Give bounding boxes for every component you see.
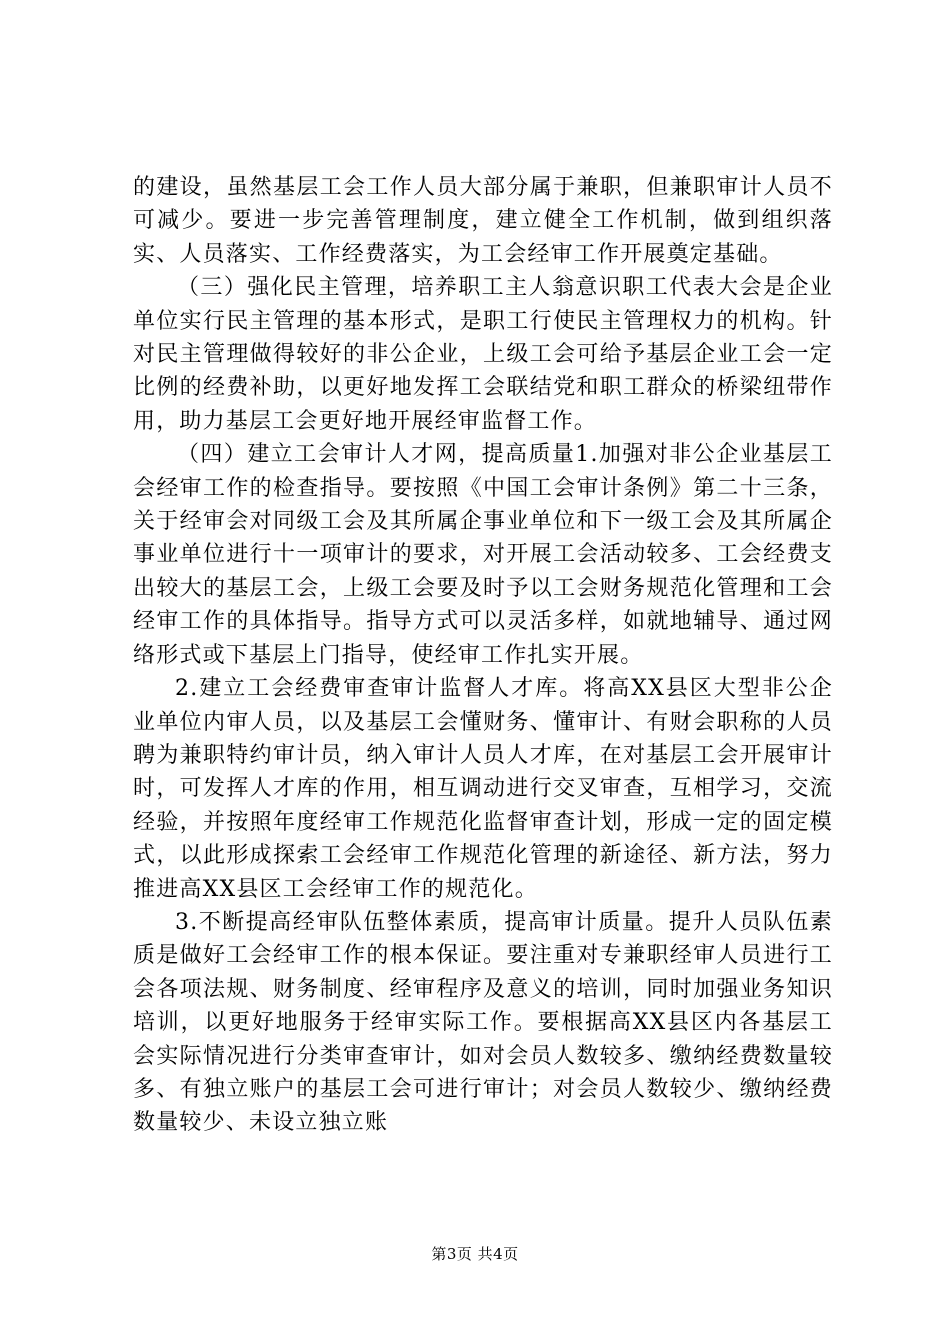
paragraph-section-3: （三）强化民主管理，培养职工主人翁意识职工代表大会是企业单位实行民主管理的基本形式，是职工行使民主管理权力的机构。针对民主管理做得较好的非公企业，上级工会可给予基层企业工会一定比例的经费补助，以更好地发挥工会联结党和职工群众的桥梁纽带作用，助力基层工会更好地开展经审监督工作。	[133, 275, 833, 434]
paragraph-section-4: （四）建立工会审计人才网，提高质量1.加强对非公企业基层工会经审工作的检查指导。要按照《中国工会审计条例》第二十三条，关于经审会对同级工会及其所属企事业单位和下一级工会及其所属企事业单位进行十一项审计的要求，对开展工会活动较多、工会经费支出较大的基层工会，上级工会要及时予以工会财务规范化管理和工会经审工作的具体指导。指导方式可以灵活多样，如就地辅导、通过网络形式或下基层上门指导，使经审工作扎实开展。	[133, 442, 833, 668]
page-footer	[0, 1244, 950, 1264]
document-body	[133, 171, 833, 1140]
paragraph-item-2: 2.建立工会经费审查审计监督人才库。将高XX县区大型非公企业单位内审人员，以及基层工会懂财务、懂审计、有财会职称的人员聘为兼职特约审计员，纳入审计人员人才库，在对基层工会开展审计时，可发挥人才库的作用，相互调动进行交叉审查，互相学习，交流经验，并按照年度经审工作规范化监督审查计划，形成一定的固定模式，以此形成探索工会经审工作规范化管理的新途径、新方法，努力推进高XX县区工会经审工作的规范化。	[133, 676, 833, 902]
paragraph-item-3: 3.不断提高经审队伍整体素质，提高审计质量。提升人员队伍素质是做好工会经审工作的根本保证。要注重对专兼职经审人员进行工会各项法规、财务制度、经审程序及意义的培训，同时加强业务知识培训，以更好地服务于经审实际工作。要根据高XX县区内各基层工会实际情况进行分类审查审计，如对会员人数较多、缴纳经费数量较多、有独立账户的基层工会可进行审计；对会员人数较少、缴纳经费数量较少、未设立独立账	[133, 909, 833, 1136]
paragraph-continuation: 的建设，虽然基层工会工作人员大部分属于兼职，但兼职审计人员不可减少。要进一步完善管理制度，建立健全工作机制，做到组织落实、人员落实、工作经费落实，为工会经审工作开展奠定基础。	[133, 175, 833, 267]
page-number-label: 第3页 共4页	[431, 1245, 519, 1263]
